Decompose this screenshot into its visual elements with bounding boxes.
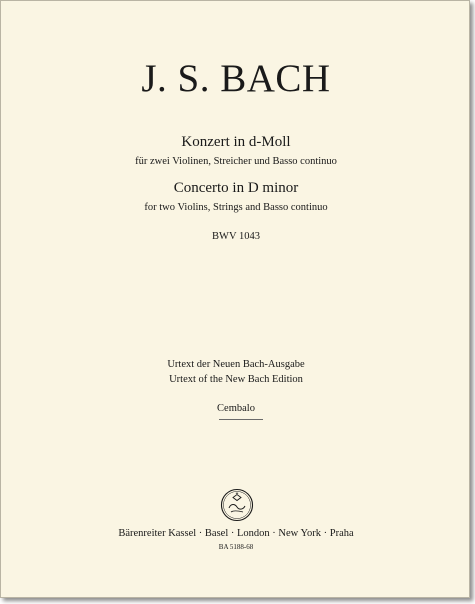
edition-number: BA 5188-68 — [218, 543, 254, 551]
work-subtitle-english: for two Violins, Strings and Basso continuo — [144, 202, 328, 213]
instrument-underline — [219, 419, 263, 420]
publisher-line: Bärenreiter Kassel · Basel · London · New York · Praha — [118, 528, 354, 539]
urtext-note-german: Urtext der Neuen Bach-Ausgabe — [167, 359, 305, 370]
work-title-german: Konzert in d-Moll — [181, 134, 291, 150]
bwv-catalog-number: BWV 1043 — [212, 231, 260, 242]
baerenreiter-logo-icon — [220, 488, 254, 522]
work-subtitle-german: für zwei Violinen, Streicher und Basso continuo — [135, 156, 337, 167]
work-title-english: Concerto in D minor — [173, 180, 299, 196]
urtext-note-english: Urtext of the New Bach Edition — [169, 374, 303, 385]
instrument-part-label: Cembalo — [217, 403, 255, 414]
composer-name: J. S. BACH — [141, 57, 331, 100]
